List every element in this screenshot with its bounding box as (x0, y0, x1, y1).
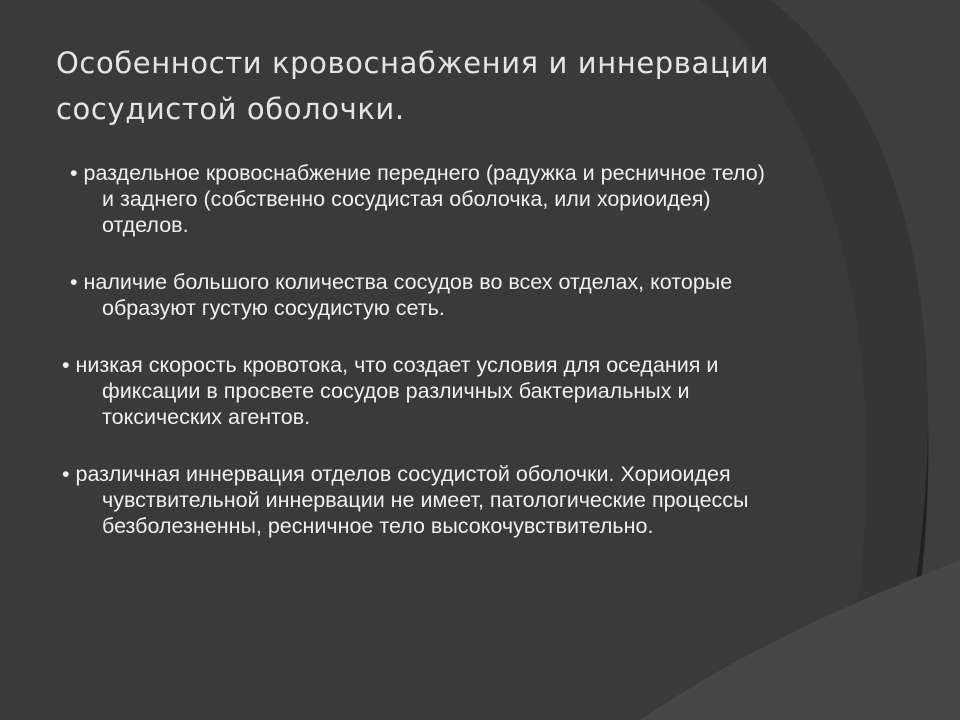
bullet-line: • низкая скорость кровотока, что создает условия для оседания и (62, 353, 719, 377)
bullet-line: токсических агентов. (102, 405, 311, 429)
bullet-line: чувствительной иннервации не имеет, патологические процессы (102, 488, 749, 512)
slide-title-line-2: сосудистой оболочки. (56, 92, 405, 126)
bullet-item-blood-supply (58, 160, 938, 238)
slide-title (56, 40, 876, 132)
bullet-item-innervation (58, 461, 938, 539)
bullet-item-blood-flow (58, 352, 938, 430)
bullet-list (58, 160, 938, 539)
bullet-line: фиксации в просвете сосудов различных бактериальных и (102, 379, 690, 403)
bullet-line: образуют густую сосудистую сеть. (102, 296, 445, 320)
bullet-line: и заднего (собственно сосудистая оболочка, или хориоидея) (102, 187, 711, 211)
slide-title-line-1: Особенности кровоснабжения и иннервации (56, 46, 770, 80)
bullet-item-vessel-network (58, 269, 938, 321)
bullet-line: безболезненны, ресничное тело высокочувствительно. (102, 514, 654, 538)
bullet-line: • наличие большого количества сосудов во всех отделах, которые (70, 270, 733, 294)
bullet-line: • раздельное кровоснабжение переднего (радужка и ресничное тело) (70, 161, 765, 185)
bullet-line: отделов. (102, 213, 189, 237)
bullet-line: • различная иннервация отделов сосудистой оболочки. Хориоидея (62, 462, 731, 486)
